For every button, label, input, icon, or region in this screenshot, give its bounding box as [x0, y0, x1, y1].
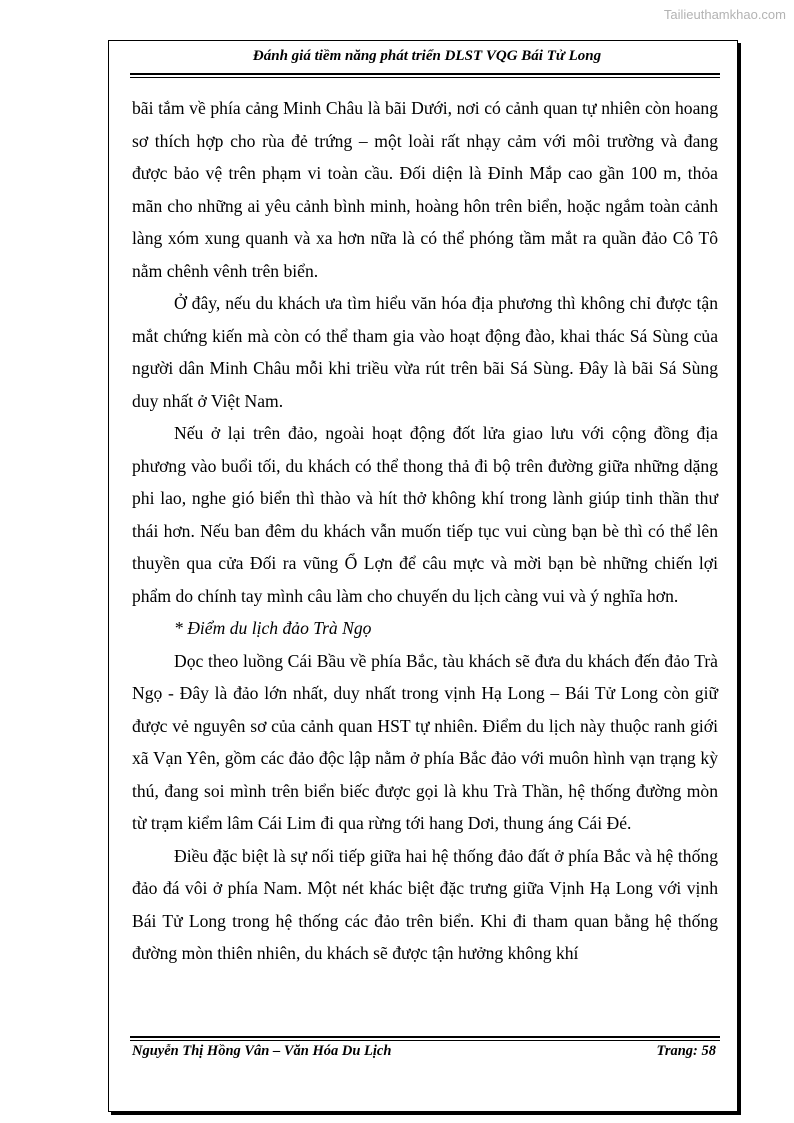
- page-footer: [132, 1043, 716, 1060]
- paragraph-1: bãi tắm về phía cảng Minh Châu là bãi Dưới, nơi có cảnh quan tự nhiên còn hoang sơ thích hợp cho rùa đẻ trứng – một loài rất nhạy cảm với môi trường và đang được bảo vệ trên phạm vi toàn cầu. Đối diện là Đỉnh Mắp cao gần 100 m, thỏa mãn cho những ai yêu cảnh bình minh, hoàng hôn trên biển, hoặc ngắm toàn cảnh làng xóm xung quanh và xa hơn nữa là có thể phóng tầm mắt ra quần đảo Cô Tô nằm chênh vênh trên biển.: [132, 98, 718, 281]
- paragraph-2: Ở đây, nếu du khách ưa tìm hiểu văn hóa địa phương thì không chỉ được tận mắt chứng kiến mà còn có thể tham gia vào hoạt động đào, khai thác Sá Sùng của người dân Minh Châu mỗi khi triều vừa rút trên bãi Sá Sùng. Đây là bãi Sá Sùng duy nhất ở Việt Nam.: [132, 293, 718, 411]
- paragraph-3: Nếu ở lại trên đảo, ngoài hoạt động đốt lửa giao lưu với cộng đồng địa phương vào buổi tối, du khách có thể thong thả đi bộ trên đường giữa những dặng phi lao, nghe gió biển thì thào và hít thở không khí trong lành giúp tinh thần thư thái hơn. Nếu ban đêm du khách vẫn muốn tiếp tục vui cùng bạn bè thì có thể lên thuyền qua cửa Đối ra vũng Ổ Lợn để câu mực và mời bạn bè những chiến lợi phẩm do chính tay mình câu làm cho chuyến du lịch càng vui và ý nghĩa hơn.: [132, 423, 718, 606]
- paragraph-5: Điều đặc biệt là sự nối tiếp giữa hai hệ thống đảo đất ở phía Bắc và hệ thống đảo đá vôi ở phía Nam. Một nét khác biệt đặc trưng giữa Vịnh Hạ Long với vịnh Bái Tử Long trong hệ thống các đảo trên biển. Khi đi tham quan bằng hệ thống đường mòn thiên nhiên, du khách sẽ được tận hưởng không khí: [132, 845, 718, 963]
- paragraph-4: Dọc theo luồng Cái Bầu về phía Bắc, tàu khách sẽ đưa du khách đến đảo Trà Ngọ - Đây là đảo lớn nhất, duy nhất trong vịnh Hạ Long – Bái Tử Long còn giữ được vẻ nguyên sơ của cảnh quan HST tự nhiên. Điểm du lịch này thuộc ranh giới xã Vạn Yên, gồm các đảo độc lập nằm ở phía Bắc đảo với muôn hình vạn trạng kỳ thú, đang soi mình trên biển biếc được gọi là khu Trà Thần, hệ thống đường mòn từ trạm kiểm lâm Cái Lim đi qua rừng tới hang Dơi, thung áng Cái Đé.: [132, 650, 718, 833]
- footer-rule-thin: [130, 1040, 720, 1041]
- header-rule: [130, 73, 720, 75]
- document-body: [132, 92, 718, 970]
- page-number: Trang: 58: [656, 1043, 716, 1059]
- footer-author: Nguyễn Thị Hồng Vân – Văn Hóa Du Lịch: [132, 1043, 392, 1059]
- section-subheading: * Điểm du lịch đảo Trà Ngọ: [174, 618, 372, 638]
- footer-rule: [130, 1036, 720, 1038]
- watermark: Tailieuthamkhao.com: [663, 7, 786, 22]
- header-rule-thin: [130, 77, 720, 78]
- page-header-title: Đánh giá tiềm năng phát triển DLST VQG Bái Tử Long: [252, 48, 602, 64]
